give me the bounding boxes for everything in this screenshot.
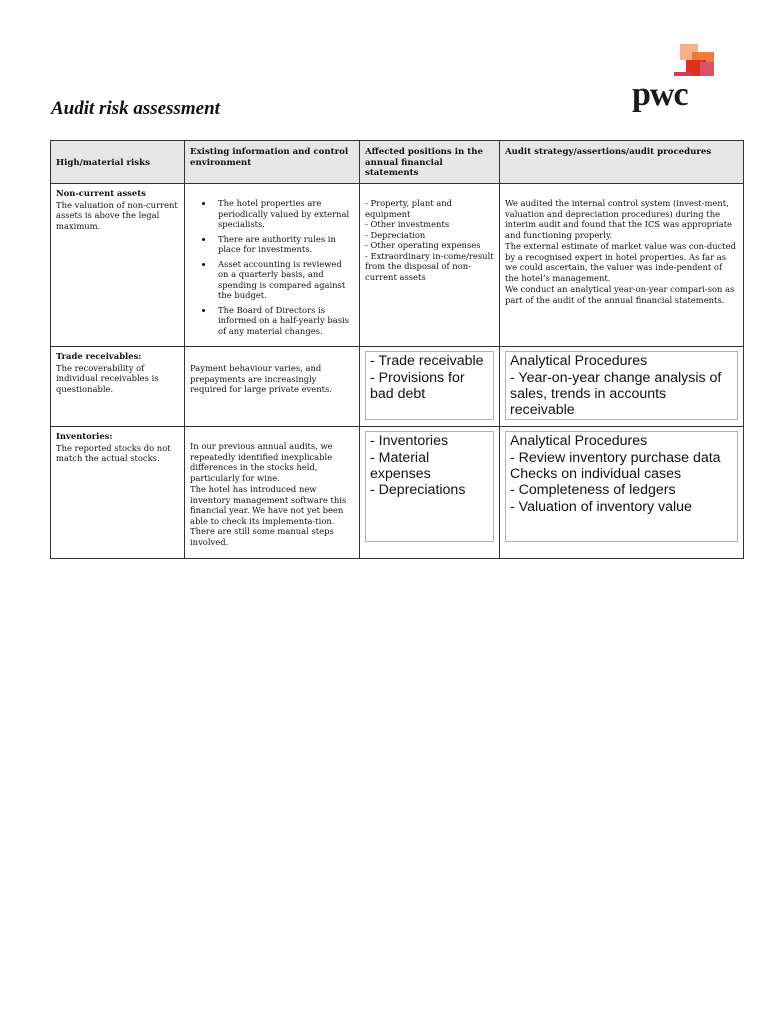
strategy-paragraph: We conduct an analytical year-on-year compari-son as part of the audit of the annual financial statements. (505, 284, 735, 305)
info-cell (185, 184, 360, 347)
position-item: - Inventories (370, 433, 449, 450)
risk-text: The recoverability of individual receivables is questionable. (56, 362, 159, 394)
position-item: - Material expenses (370, 449, 431, 483)
table-row (51, 427, 744, 559)
risk-cell (51, 347, 185, 427)
position-item: - Depreciations (370, 482, 466, 499)
risk-cell (51, 184, 185, 347)
pwc-logo (628, 40, 718, 120)
page-title: Audit risk assessment (51, 98, 220, 119)
strategy-item: - Completeness of ledgers (510, 482, 676, 499)
position-item: - Property, plant and equipment (365, 198, 453, 219)
strategy-highlight-box (505, 351, 738, 420)
table-row (51, 184, 744, 347)
info-paragraph: The hotel has introduced new inventory management software this financial year. We have not yet been able to check its implementa-tion. There are still some manual steps involved. (190, 484, 347, 547)
risk-title: Non-current assets (56, 188, 146, 199)
risk-title: Trade receivables: (56, 351, 142, 362)
risk-cell (51, 427, 185, 559)
positions-cell (360, 347, 500, 427)
audit-risk-table (50, 140, 744, 559)
info-cell (185, 427, 360, 559)
position-item: - Other investments (365, 219, 450, 230)
strategy-highlight-box (505, 431, 738, 542)
strategy-item: Analytical Procedures (510, 353, 648, 370)
info-text: Payment behaviour varies, and prepayments are increasingly required for large private events. (190, 363, 332, 395)
strategy-item: Checks on individual cases (510, 466, 682, 483)
risk-text: The reported stocks do not match the actual stocks. (56, 442, 171, 464)
column-header: Audit strategy/assertions/audit procedures (500, 141, 744, 184)
info-paragraph: In our previous annual audits, we repeatedly identified inexplicable differences in the stocks held, particularly for wine. (190, 441, 333, 483)
strategy-cell (500, 184, 744, 347)
positions-highlight-box (365, 351, 494, 420)
info-cell (185, 347, 360, 427)
strategy-item: Analytical Procedures (510, 433, 648, 450)
info-list (190, 198, 354, 336)
strategy-paragraph: The external estimate of market value was con-ducted by a recognised expert in hotel properties. As far as we could ascertain, the valuer was inde-pendent of the hotel’s management. (505, 241, 736, 283)
strategy-cell (500, 427, 744, 559)
position-item: - Trade receivable (370, 353, 484, 370)
table-header-row (51, 141, 744, 184)
list-item: • Asset accounting is reviewed on a quarterly basis, and spending is compared against the budget. (214, 259, 354, 301)
column-header: Affected positions in the annual financial statements (360, 141, 500, 184)
column-header: Existing information and control environment (185, 141, 360, 184)
position-item: - Depreciation (365, 229, 426, 240)
positions-highlight-box (365, 431, 494, 542)
list-item: • The hotel properties are periodically valued by external specialists. (214, 198, 354, 230)
strategy-item: - Review inventory purchase data (510, 449, 721, 466)
list-item: • There are authority rules in place for investments. (214, 234, 354, 255)
logo-wordmark: pwc (632, 76, 688, 113)
strategy-item: - Valuation of inventory value (510, 498, 692, 515)
logo-square (700, 62, 714, 76)
risk-title: Inventories: (56, 431, 113, 442)
risk-text: The valuation of non-current assets is above the legal maximum. (56, 199, 178, 231)
column-header: High/material risks (51, 141, 185, 184)
strategy-item: - Year-on-year change analysis of sales, trends in accounts receivable (510, 369, 722, 419)
position-item: - Other operating expenses (365, 240, 481, 251)
positions-cell (360, 427, 500, 559)
position-item: - Provisions for bad debt (370, 369, 465, 403)
list-item: • The Board of Directors is informed on a half-yearly basis of any material changes. (214, 305, 354, 337)
strategy-cell (500, 347, 744, 427)
table-row (51, 347, 744, 427)
position-item: - Extraordinary in-come/result from the disposal of non-current assets (365, 250, 494, 282)
strategy-paragraph: We audited the internal control system (invest-ment, valuation and depreciation procedures) during the interim audit and found that the ICS was appropriate and functioning properly. (505, 198, 733, 240)
positions-cell (360, 184, 500, 347)
